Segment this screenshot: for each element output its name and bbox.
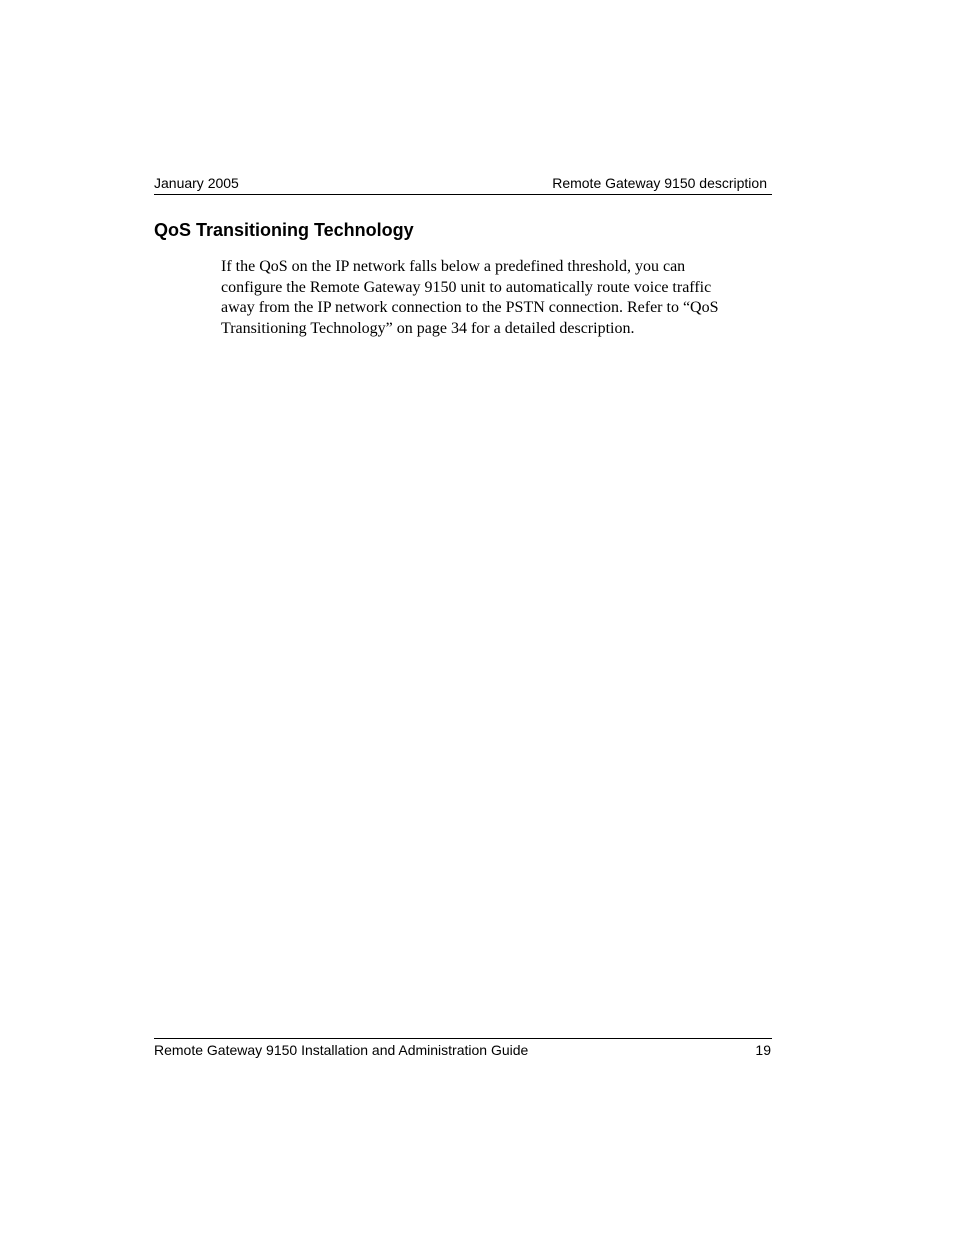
footer-document-title: Remote Gateway 9150 Installation and Administration Guide bbox=[154, 1042, 529, 1058]
section-heading: QoS Transitioning Technology bbox=[154, 220, 414, 240]
body-line: away from the IP network connection to the PSTN connection. Refer to “QoS bbox=[221, 299, 719, 316]
page-number: 19 bbox=[755, 1042, 771, 1058]
header-divider bbox=[154, 194, 772, 195]
header-chapter-title: Remote Gateway 9150 description bbox=[552, 175, 767, 191]
body-line: Transitioning Technology” on page 34 for a detailed description. bbox=[221, 319, 635, 337]
body-line: If the QoS on the IP network falls below a predefined threshold, you can bbox=[221, 258, 686, 275]
section-body-paragraph bbox=[221, 257, 771, 339]
footer-divider bbox=[154, 1038, 772, 1039]
header-date: January 2005 bbox=[154, 175, 239, 191]
body-line: configure the Remote Gateway 9150 unit to automatically route voice traffic bbox=[221, 278, 712, 296]
